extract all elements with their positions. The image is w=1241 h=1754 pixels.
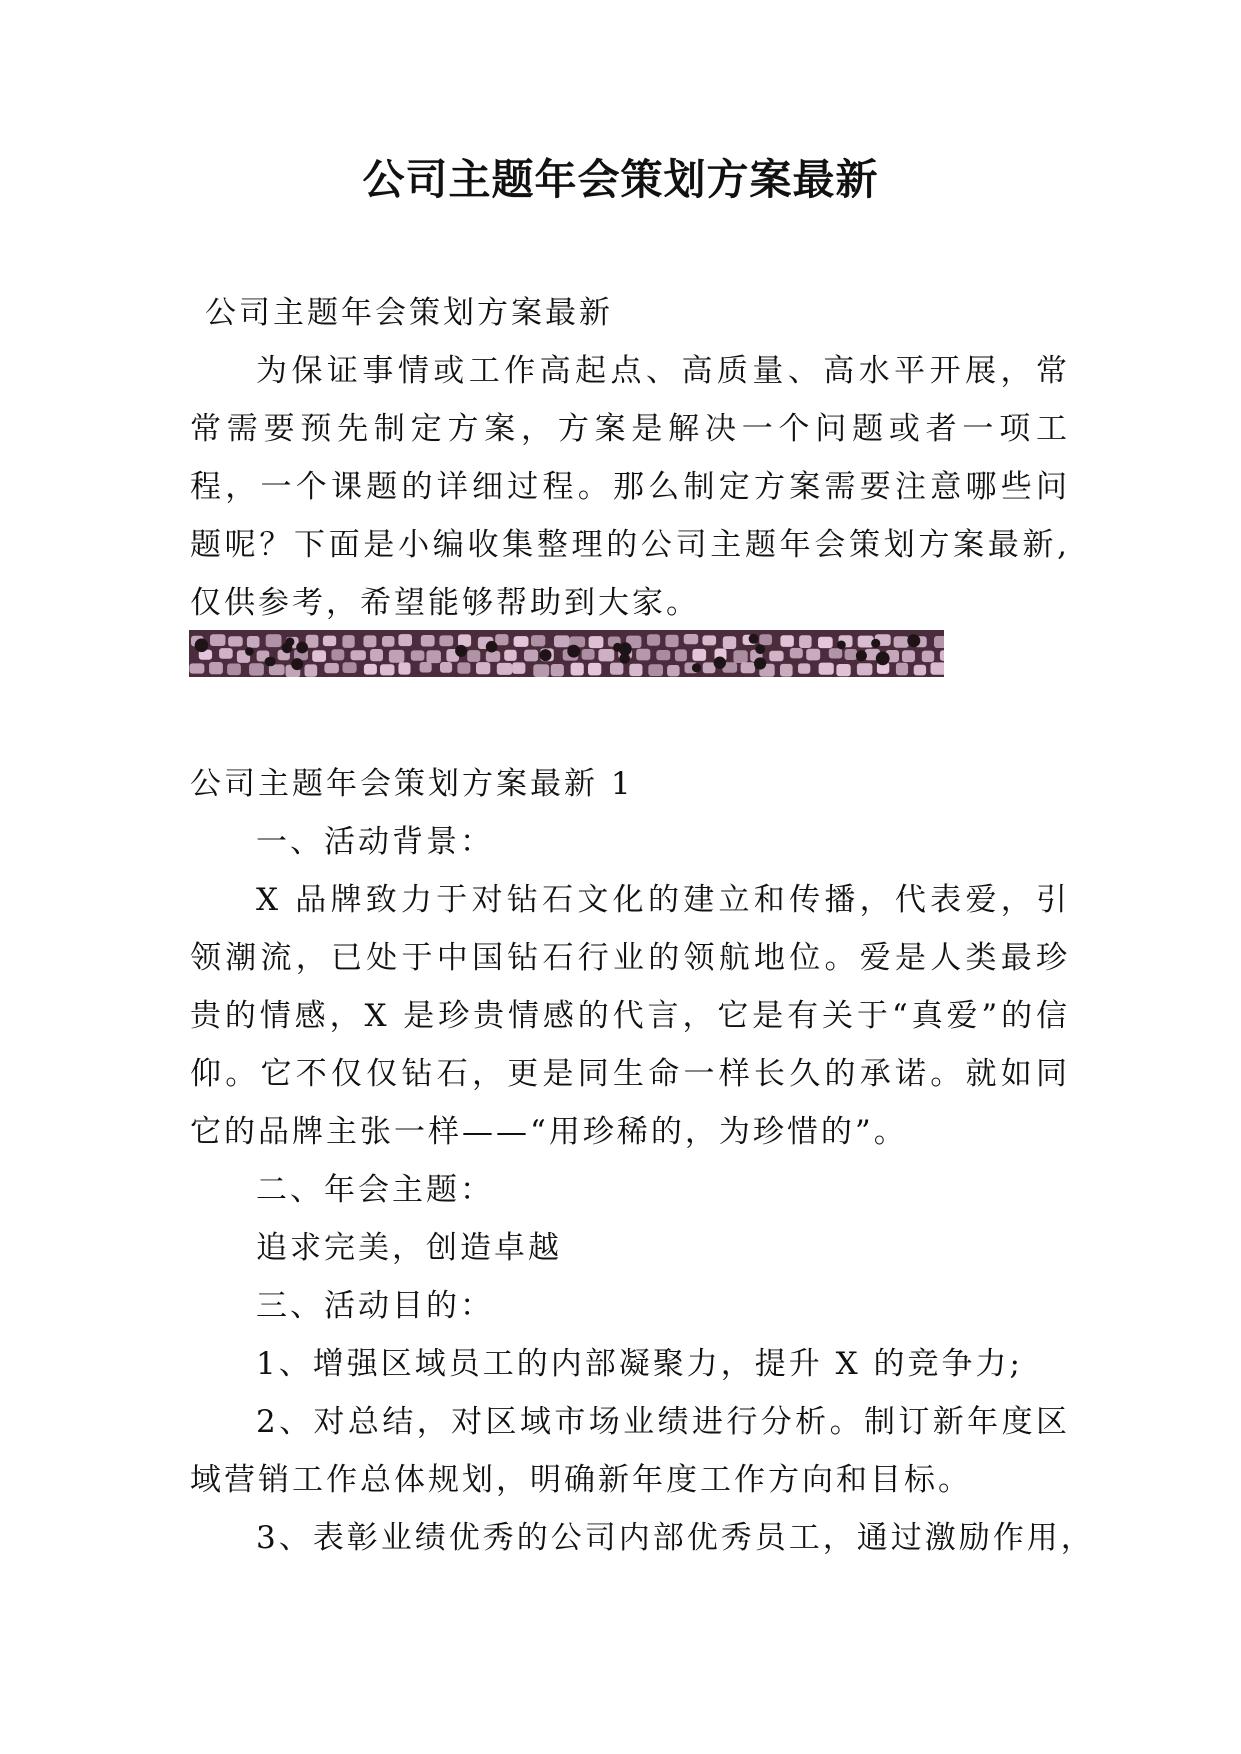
photo-chair <box>209 662 223 674</box>
photo-chair <box>858 636 874 648</box>
photo-chair <box>398 634 412 646</box>
photo-chair <box>476 662 490 674</box>
photo-audience-head <box>285 637 294 646</box>
photo-audience-head <box>486 641 498 653</box>
photo-chair <box>323 636 336 647</box>
photo-chair <box>723 636 736 649</box>
photo-chair <box>571 663 584 676</box>
photo-chair <box>533 664 549 677</box>
photo-chair <box>896 663 908 675</box>
photo-chair <box>249 663 264 675</box>
photo-chair <box>551 664 564 676</box>
photo-chair <box>342 635 354 648</box>
photo-chair <box>389 650 405 663</box>
photo-chair <box>610 663 623 675</box>
photo-audience-head <box>692 663 701 672</box>
page-title: 公司主题年会策划方案最新 <box>362 155 879 204</box>
photo-audience-head <box>856 650 867 661</box>
photo-chair <box>324 663 339 673</box>
photo-chair <box>692 649 706 661</box>
photo-audience-head <box>907 634 920 647</box>
event-photo-strip <box>189 630 944 677</box>
photo-chair <box>648 664 663 676</box>
photo-chair <box>266 634 282 647</box>
photo-audience-head <box>714 657 726 669</box>
photo-chair <box>656 650 670 660</box>
photo-audience-head <box>871 639 880 648</box>
photo-chair <box>636 649 650 661</box>
photo-audience-head <box>455 645 467 657</box>
photo-chair <box>589 636 604 648</box>
photo-chair <box>504 650 517 661</box>
photo-chair <box>733 650 747 663</box>
subtitle: 公司主题年会策划方案最新 <box>205 295 613 331</box>
photo-audience-head <box>754 657 766 669</box>
background-paragraph: X 品牌致力于对钻石文化的建立和传播，代表爱，引领潮流，已处于中国钻石行业的领航地位。爱是人类最珍贵的情感，X 是珍贵情感的代言，它是有关于“真爱”的信仰。它不仅仅钻石，更是同生命一样长久的承诺。就如同它的品牌主张一样——“用珍稀的，为珍惜的”。 <box>190 882 1070 1150</box>
photo-chair <box>647 634 660 646</box>
photo-chair <box>703 662 716 673</box>
photo-chair <box>427 650 441 663</box>
photo-chair <box>684 634 699 644</box>
photo-chair <box>305 664 318 676</box>
photo-chair <box>247 636 260 648</box>
photo-chair <box>398 662 410 674</box>
photo-chair <box>667 665 680 676</box>
theme-text: 追求完美，创造卓越 <box>256 1230 562 1266</box>
photo-chair <box>836 664 850 676</box>
photo-chair <box>894 636 909 648</box>
photo-chair <box>769 651 783 661</box>
photo-chair <box>902 650 915 662</box>
photo-chair <box>227 664 241 676</box>
photo-chair <box>497 663 513 675</box>
photo-chair <box>440 662 452 673</box>
photo-chair <box>512 662 525 674</box>
photo-chair <box>312 650 326 662</box>
photo-chair <box>514 636 529 647</box>
photo-chair <box>818 637 833 648</box>
photo-chair <box>380 664 395 675</box>
photo-chair <box>914 665 926 676</box>
photo-chair <box>554 635 570 647</box>
heading-background: 一、活动背景： <box>256 824 494 860</box>
photo-chair <box>411 650 425 660</box>
photo-chair <box>629 664 642 676</box>
purpose-item-2: 2、对总结，对区域市场业绩进行分析。制订新年度区域营销工作总体规划，明确新年度工作方向和目标。 <box>190 1404 1070 1498</box>
photo-chair <box>829 648 842 658</box>
photo-chair <box>675 649 687 661</box>
photo-chair <box>790 648 803 658</box>
photo-chair <box>588 663 601 676</box>
photo-chair <box>798 663 810 673</box>
photo-chair <box>759 634 772 645</box>
photo-chair <box>467 650 480 662</box>
photo-chair <box>486 651 500 662</box>
photo-audience-head <box>195 639 209 653</box>
photo-chair <box>439 635 453 646</box>
photo-chair <box>806 649 820 661</box>
photo-chair <box>331 649 344 660</box>
photo-audience-head <box>837 641 846 650</box>
photo-chair <box>382 636 395 647</box>
photo-chair <box>702 635 716 645</box>
photo-chair <box>741 662 755 673</box>
purpose-item-3: 3、表彰业绩优秀的公司内部优秀员工，通过激励作用， <box>256 1520 1095 1556</box>
photo-audience-head <box>291 658 303 670</box>
photo-chair <box>351 650 366 660</box>
photo-chair <box>189 663 204 673</box>
photo-audience-head <box>876 652 890 666</box>
photo-chair <box>364 664 377 675</box>
intro-paragraph: 为保证事情或工作高起点、高质量、高水平开展，常常需要预先制定方案，方案是解决一个问题或者一项工程，一个课题的详细过程。那么制定方案需要注意哪些问题呢？下面是小编收集整理的公司主题年会策划方案最新,仅供参考，希望能够帮助到大家。 <box>190 353 1070 621</box>
photo-chair <box>364 635 377 647</box>
photo-chair <box>582 649 595 660</box>
photo-audience-head <box>245 647 254 656</box>
photo-chair <box>370 649 383 661</box>
photo-chair <box>819 663 834 675</box>
purpose-item-1: 1、增强区域员工的内部凝聚力，提升 X 的竞争力; <box>256 1346 1023 1382</box>
photo-audience-head <box>613 643 622 652</box>
photo-chair <box>857 663 873 675</box>
photo-chair <box>598 649 614 661</box>
photo-chair <box>780 635 794 647</box>
audience-image <box>189 630 944 677</box>
photo-chair <box>219 648 233 659</box>
photo-chair <box>421 635 435 647</box>
photo-chair <box>343 662 357 673</box>
photo-audience-head <box>540 649 552 661</box>
section-title: 公司主题年会策划方案最新 1 <box>190 766 634 802</box>
photo-chair <box>931 662 945 674</box>
photo-chair <box>457 662 470 673</box>
photo-chair <box>420 662 432 673</box>
photo-audience-head <box>749 634 759 644</box>
photo-chair <box>531 635 545 646</box>
photo-audience-head <box>296 642 308 654</box>
heading-theme: 二、年会主题： <box>256 1172 494 1208</box>
photo-chair <box>495 634 508 645</box>
photo-chair <box>524 650 538 662</box>
photo-audience-head <box>567 645 580 658</box>
photo-audience-head <box>266 657 276 667</box>
photo-chair <box>934 636 944 648</box>
photo-chair <box>799 635 812 648</box>
photo-chair <box>458 634 471 646</box>
photo-audience-head <box>755 644 765 654</box>
photo-chair <box>210 634 226 646</box>
photo-chair <box>228 636 243 646</box>
photo-chair <box>922 651 934 663</box>
photo-chair <box>845 649 858 660</box>
heading-purpose: 三、活动目的： <box>256 1288 494 1324</box>
photo-chair <box>665 635 678 647</box>
photo-chair <box>780 664 793 677</box>
photo-chair <box>940 650 944 661</box>
